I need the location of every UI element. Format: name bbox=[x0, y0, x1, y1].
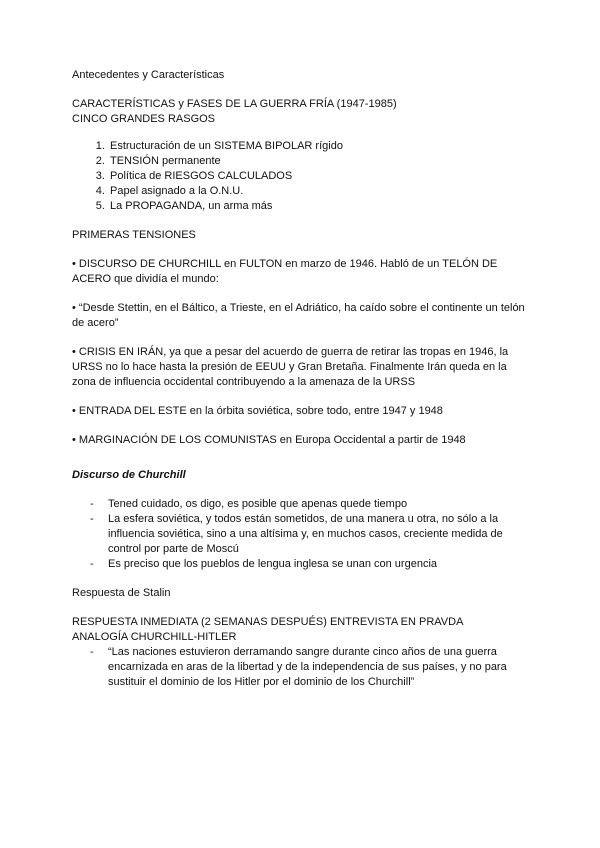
list-item-text: Es preciso que los pueblos de lengua inglesa se unan con urgencia bbox=[108, 558, 438, 570]
rasgos-title: CINCO GRANDES RASGOS bbox=[72, 113, 216, 125]
respuesta-line: RESPUESTA INMEDIATA (2 SEMANAS DESPUÉS) ENTREVISTA EN PRAVDA bbox=[72, 616, 464, 628]
list-item: 1. Estructuración de un SISTEMA BIPOLAR rígido bbox=[108, 139, 532, 154]
tension-paragraph: • CRISIS EN IRÁN, ya que a pesar del acuerdo de guerra de retirar las tropas en 1946, la URSS no lo hace hasta la presión de EEUU y Gran Bretaña. Finalmente Irán queda en la zona de influencia occidental contribuyendo a la amenaza de la URSS bbox=[72, 346, 509, 388]
tension-paragraph: • “Desde Stettin, en el Báltico, a Trieste, en el Adriático, ha caído sobre el continente un telón de acero” bbox=[72, 302, 525, 329]
doc-heading: Antecedentes y Características bbox=[72, 69, 225, 81]
document-page bbox=[72, 68, 532, 704]
churchill-list bbox=[72, 497, 532, 572]
list-item: 3. Política de RIESGOS CALCULADOS bbox=[108, 169, 532, 184]
analogia-line: ANALOGÍA CHURCHILL-HITLER bbox=[72, 631, 237, 643]
list-item: 2. TENSIÓN permanente bbox=[108, 154, 532, 169]
list-item: 5. La PROPAGANDA, un arma más bbox=[108, 199, 532, 214]
list-item bbox=[72, 557, 532, 572]
dash-bullet: - bbox=[90, 646, 94, 658]
rasgos-list bbox=[72, 139, 532, 214]
stalin-section-title: Respuesta de Stalin bbox=[72, 587, 171, 599]
list-item-text: Tened cuidado, os digo, es posible que apenas quede tiempo bbox=[108, 498, 408, 510]
dash-bullet: - bbox=[90, 558, 94, 570]
churchill-section-title: Discurso de Churchill bbox=[72, 469, 186, 481]
tensiones-title: PRIMERAS TENSIONES bbox=[72, 229, 196, 241]
guerra-fria-title: CARACTERÍSTICAS y FASES DE LA GUERRA FRÍA (1947-1985) bbox=[72, 98, 397, 110]
stalin-list bbox=[72, 645, 532, 690]
list-item bbox=[72, 645, 532, 690]
list-item bbox=[72, 497, 532, 512]
list-item-text: La esfera soviética, y todos están sometidos, de una manera u otra, no sólo a la influencia soviética, sino a una altísima y, en muchos casos, creciente medida de control por parte de Moscú bbox=[108, 513, 503, 555]
list-item-text: “Las naciones estuvieron derramando sangre durante cinco años de una guerra encarnizada en aras de la libertad y de la independencia de sus países, y no para sustituir el dominio de los Hitler por el dominio de los Churchill” bbox=[108, 646, 507, 688]
list-item bbox=[72, 512, 532, 557]
list-item: 4. Papel asignado a la O.N.U. bbox=[108, 184, 532, 199]
tension-paragraph: • ENTRADA DEL ESTE en la órbita soviética, sobre todo, entre 1947 y 1948 bbox=[72, 405, 443, 417]
tension-paragraph: • MARGINACIÓN DE LOS COMUNISTAS en Europa Occidental a partir de 1948 bbox=[72, 434, 466, 446]
tension-paragraph: • DISCURSO DE CHURCHILL en FULTON en marzo de 1946. Habló de un TELÓN DE ACERO que dividía el mundo: bbox=[72, 258, 498, 285]
dash-bullet: - bbox=[90, 513, 94, 525]
dash-bullet: - bbox=[90, 498, 94, 510]
